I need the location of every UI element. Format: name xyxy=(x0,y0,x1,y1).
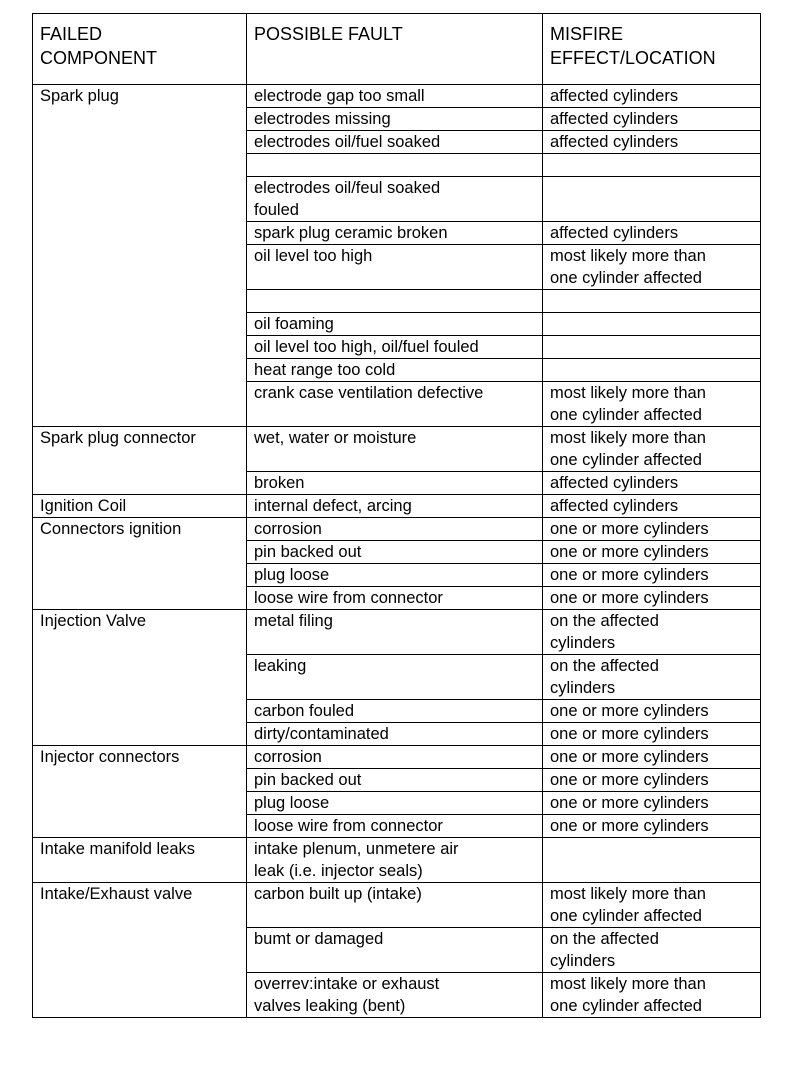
misfire-effect-cell: most likely more than one cylinder affected xyxy=(543,883,761,928)
possible-fault-cell: electrodes oil/feul soaked fouled xyxy=(247,177,543,222)
possible-fault-cell: heat range too cold xyxy=(247,359,543,382)
misfire-effect-cell xyxy=(543,290,761,313)
misfire-effect-cell: one or more cylinders xyxy=(543,723,761,746)
possible-fault-cell: internal defect, arcing xyxy=(247,495,543,518)
misfire-effect-cell: one or more cylinders xyxy=(543,518,761,541)
table-row xyxy=(33,427,761,472)
misfire-effect-cell xyxy=(543,154,761,177)
table-row xyxy=(33,838,761,883)
table-row xyxy=(33,518,761,541)
table-row xyxy=(33,85,761,108)
misfire-effect-cell xyxy=(543,177,761,222)
possible-fault-cell: pin backed out xyxy=(247,541,543,564)
possible-fault-cell: plug loose xyxy=(247,564,543,587)
misfire-fault-table xyxy=(32,13,761,1018)
possible-fault-cell: bumt or damaged xyxy=(247,928,543,973)
possible-fault-cell: pin backed out xyxy=(247,769,543,792)
header-component-line2: COMPONENT xyxy=(40,48,157,68)
header-component-line1: FAILED xyxy=(40,24,103,44)
possible-fault-cell: corrosion xyxy=(247,518,543,541)
possible-fault-cell: corrosion xyxy=(247,746,543,769)
possible-fault-cell: oil foaming xyxy=(247,313,543,336)
possible-fault-cell: carbon built up (intake) xyxy=(247,883,543,928)
misfire-effect-cell: one or more cylinders xyxy=(543,769,761,792)
misfire-effect-cell: affected cylinders xyxy=(543,85,761,108)
possible-fault-cell: crank case ventilation defective xyxy=(247,382,543,427)
possible-fault-cell: loose wire from connector xyxy=(247,815,543,838)
header-row xyxy=(33,14,761,85)
header-effect-line2: EFFECT/LOCATION xyxy=(550,48,716,68)
misfire-effect-cell xyxy=(543,336,761,359)
table-body xyxy=(33,85,761,1018)
header-possible-fault xyxy=(247,14,543,85)
possible-fault-cell: electrodes missing xyxy=(247,108,543,131)
possible-fault-cell: broken xyxy=(247,472,543,495)
misfire-effect-cell: most likely more than one cylinder affected xyxy=(543,973,761,1018)
failed-component-cell: Injection Valve xyxy=(33,610,247,746)
possible-fault-cell: loose wire from connector xyxy=(247,587,543,610)
table-row xyxy=(33,746,761,769)
possible-fault-cell: carbon fouled xyxy=(247,700,543,723)
misfire-effect-cell: one or more cylinders xyxy=(543,700,761,723)
misfire-effect-cell: most likely more than one cylinder affected xyxy=(543,382,761,427)
misfire-effect-cell: affected cylinders xyxy=(543,108,761,131)
possible-fault-cell: oil level too high xyxy=(247,245,543,290)
misfire-effect-cell xyxy=(543,313,761,336)
possible-fault-cell: wet, water or moisture xyxy=(247,427,543,472)
misfire-effect-cell: one or more cylinders xyxy=(543,541,761,564)
table-row xyxy=(33,495,761,518)
misfire-effect-cell xyxy=(543,359,761,382)
table-row xyxy=(33,883,761,928)
misfire-effect-cell: affected cylinders xyxy=(543,472,761,495)
failed-component-cell: Ignition Coil xyxy=(33,495,247,518)
failed-component-cell: Intake/Exhaust valve xyxy=(33,883,247,1018)
misfire-effect-cell: on the affected cylinders xyxy=(543,610,761,655)
header-fault-label: POSSIBLE FAULT xyxy=(254,24,403,44)
misfire-effect-cell: on the affected cylinders xyxy=(543,928,761,973)
misfire-effect-cell: one or more cylinders xyxy=(543,564,761,587)
misfire-effect-cell: affected cylinders xyxy=(543,495,761,518)
misfire-effect-cell: one or more cylinders xyxy=(543,746,761,769)
possible-fault-cell: plug loose xyxy=(247,792,543,815)
possible-fault-cell: oil level too high, oil/fuel fouled xyxy=(247,336,543,359)
possible-fault-cell: overrev:intake or exhaust valves leaking (bent) xyxy=(247,973,543,1018)
possible-fault-cell: intake plenum, unmetere air leak (i.e. injector seals) xyxy=(247,838,543,883)
possible-fault-cell: metal filing xyxy=(247,610,543,655)
possible-fault-cell: electrodes oil/fuel soaked xyxy=(247,131,543,154)
misfire-effect-cell: one or more cylinders xyxy=(543,587,761,610)
table-row xyxy=(33,610,761,655)
failed-component-cell: Intake manifold leaks xyxy=(33,838,247,883)
possible-fault-cell xyxy=(247,154,543,177)
misfire-effect-cell: on the affected cylinders xyxy=(543,655,761,700)
header-failed-component xyxy=(33,14,247,85)
misfire-effect-cell: most likely more than one cylinder affected xyxy=(543,427,761,472)
possible-fault-cell xyxy=(247,290,543,313)
possible-fault-cell: electrode gap too small xyxy=(247,85,543,108)
misfire-effect-cell: affected cylinders xyxy=(543,131,761,154)
possible-fault-cell: spark plug ceramic broken xyxy=(247,222,543,245)
misfire-effect-cell: most likely more than one cylinder affected xyxy=(543,245,761,290)
header-effect-line1: MISFIRE xyxy=(550,24,624,44)
failed-component-cell: Spark plug connector xyxy=(33,427,247,495)
possible-fault-cell: leaking xyxy=(247,655,543,700)
misfire-effect-cell xyxy=(543,838,761,883)
failed-component-cell: Injector connectors xyxy=(33,746,247,838)
failed-component-cell: Connectors ignition xyxy=(33,518,247,610)
misfire-effect-cell: one or more cylinders xyxy=(543,792,761,815)
failed-component-cell: Spark plug xyxy=(33,85,247,427)
misfire-effect-cell: one or more cylinders xyxy=(543,815,761,838)
header-misfire-effect xyxy=(543,14,761,85)
possible-fault-cell: dirty/contaminated xyxy=(247,723,543,746)
misfire-effect-cell: affected cylinders xyxy=(543,222,761,245)
table-header xyxy=(33,14,761,85)
